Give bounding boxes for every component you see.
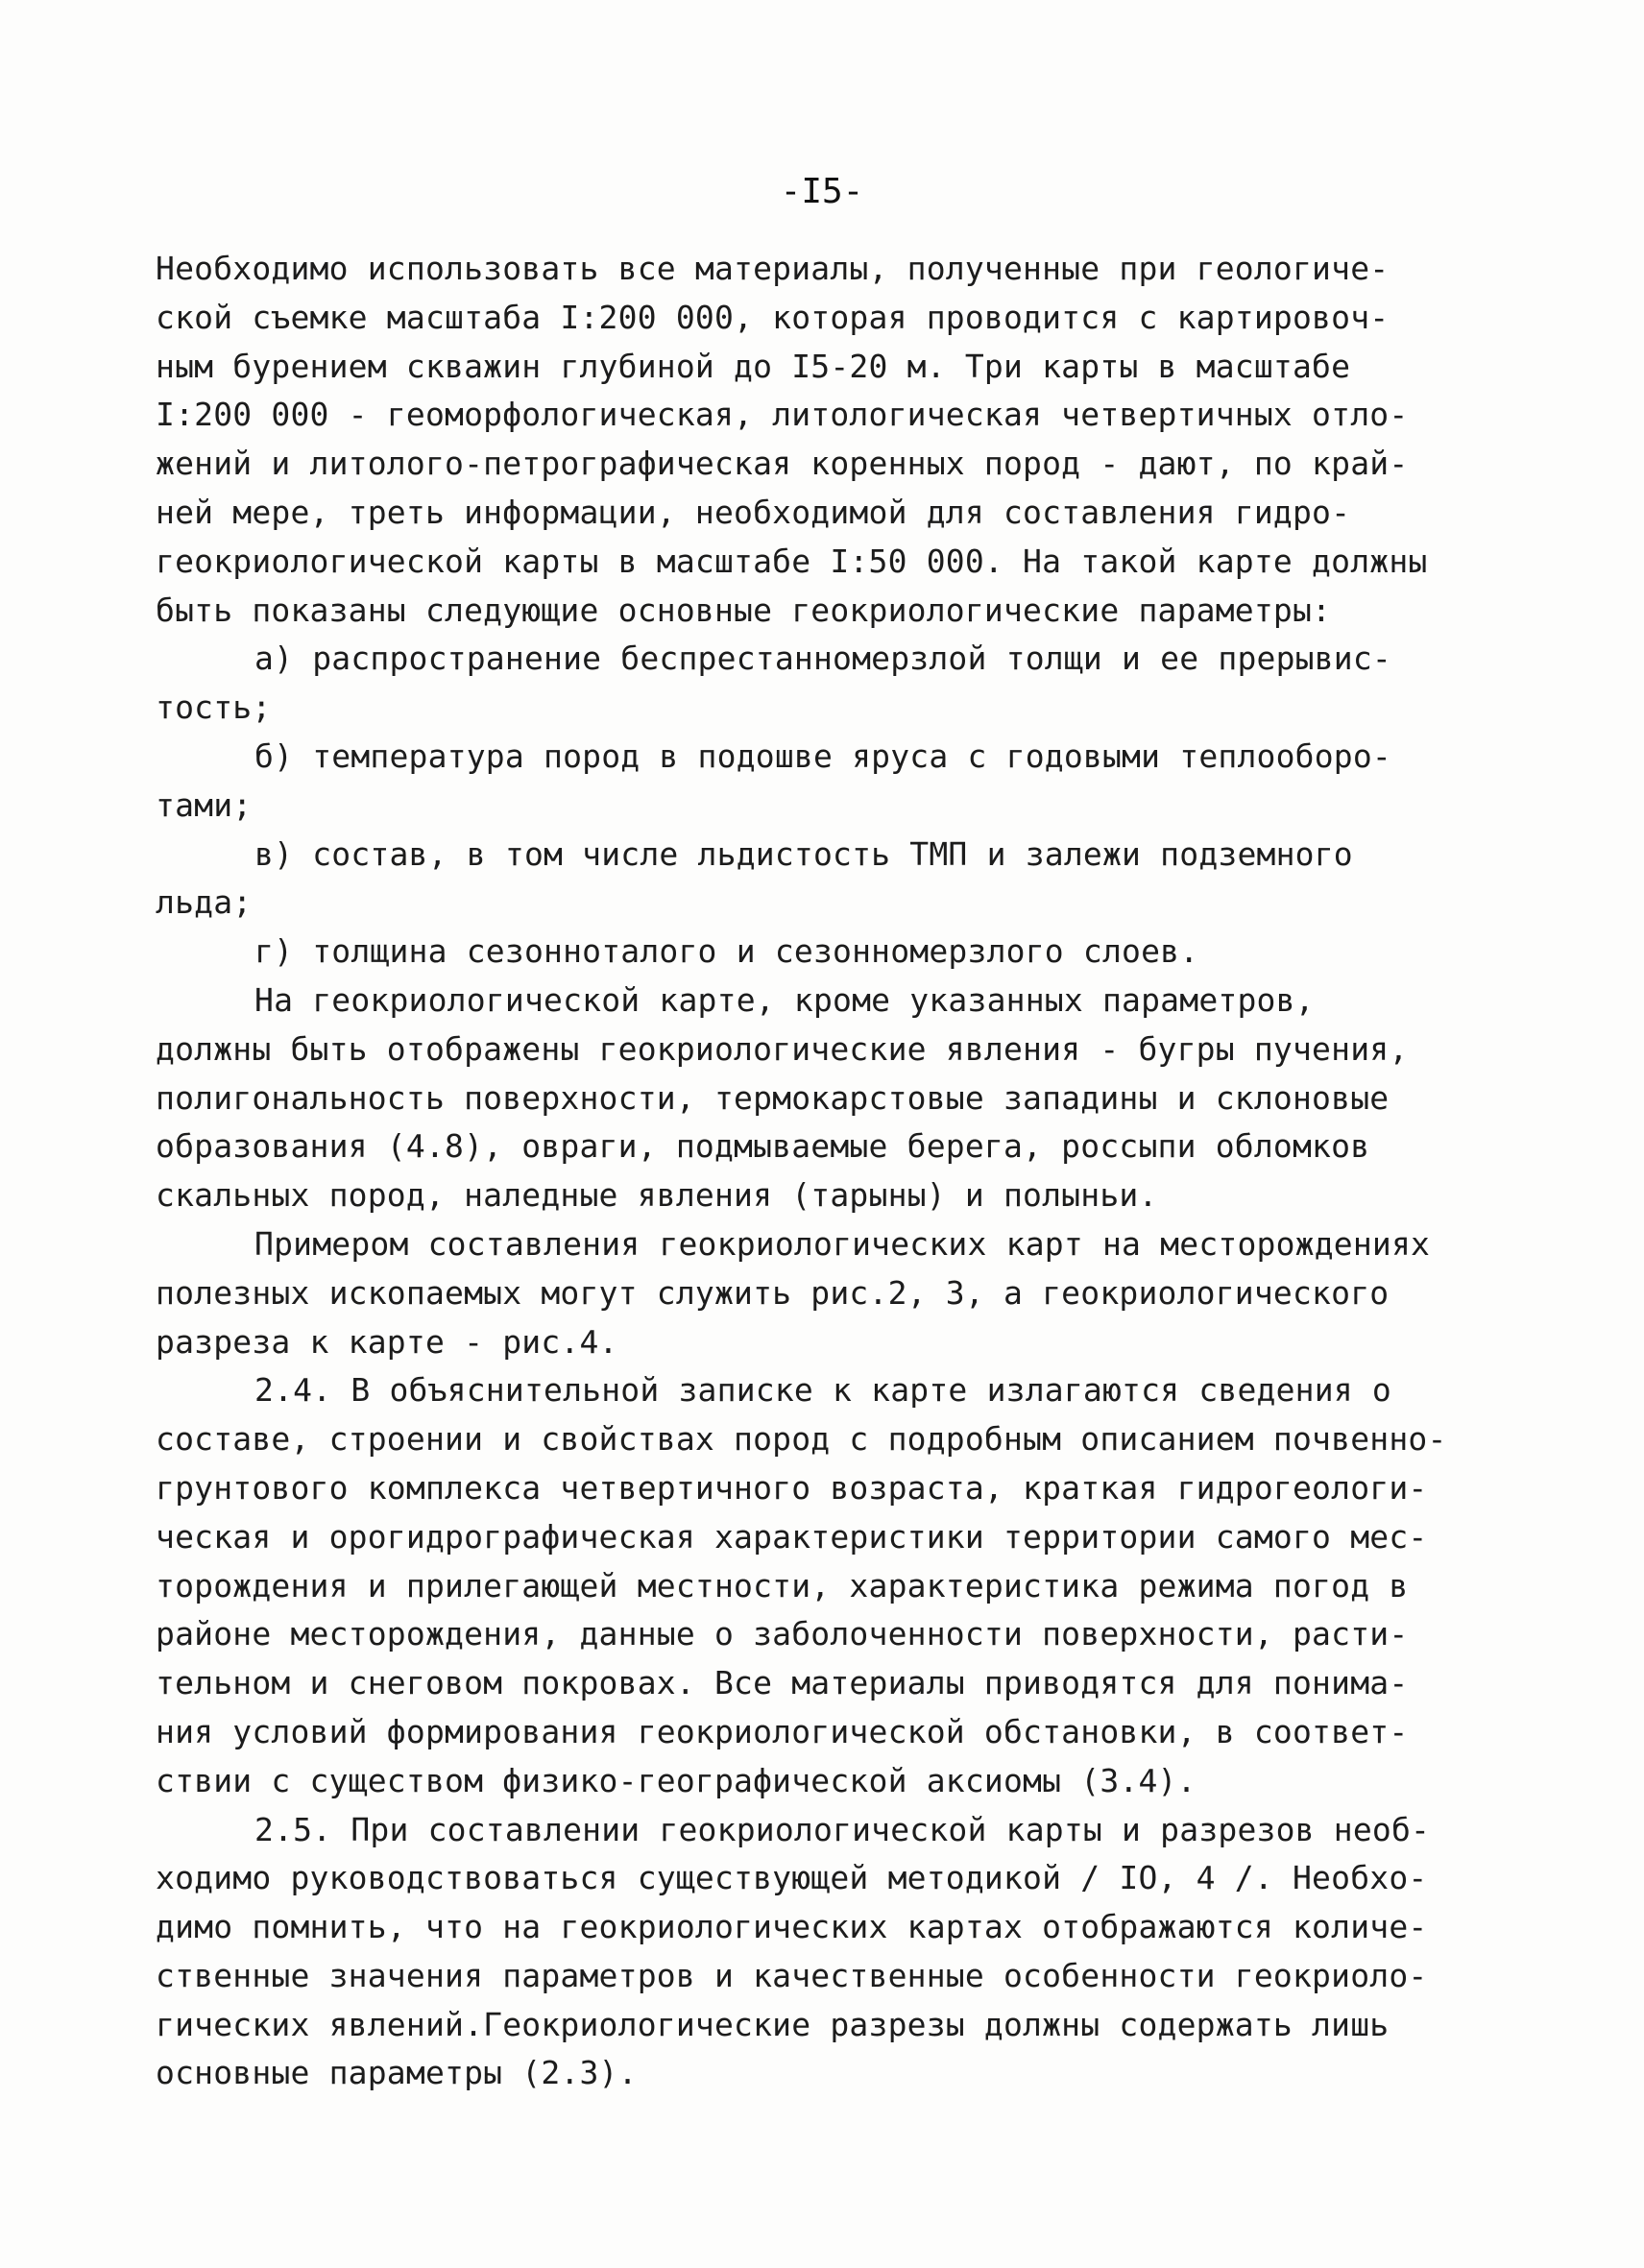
text-line: а) распространение беспрестанномерзлой толщи и ее прерывис- [254,639,1391,678]
text-line: 2.4. В объяснительной записке к карте излагаются сведения о [254,1371,1391,1410]
text-line: б) температура пород в подошве яруса с годовыми теплооборо- [254,736,1391,775]
text-line: ской съемке масштаба I:200 000, которая проводится с картировоч- [156,298,1390,336]
text-line: 2.5. При составлении геокриологической карты и разрезов необ- [254,1810,1431,1848]
text-line: основные параметры (2.3). [156,2054,638,2092]
text-line: тость; [156,688,272,727]
body-text [156,245,1500,2098]
text-line: полезных ископаемых могут служить рис.2, 3, а геокриологического [156,1273,1390,1312]
text-line: ствии с существом физико-географической аксиомы (3.4). [156,1761,1197,1799]
text-line: ния условий формирования геокриологической обстановки, в соответ- [156,1712,1409,1750]
text-line: ческая и орогидрографическая характеристики территории самого мес- [156,1517,1428,1556]
text-line: составе, строении и свойствах пород с подробным описанием почвенно- [156,1420,1447,1459]
text-line: геокриологической карты в масштабе I:50 000. На такой карте должны [156,542,1428,580]
text-line: образования (4.8), овраги, подмываемые берега, россыпи обломков [156,1127,1370,1166]
text-line: полигональность поверхности, термокарстовые западины и склоновые [156,1078,1390,1117]
text-line: тами; [156,785,253,824]
text-line: ходимо руководствоваться существующей методикой / IO, 4 /. Необхо- [156,1859,1428,1897]
text-line: разреза к карте - рис.4. [156,1322,618,1361]
text-line: На геокриологической карте, кроме указанных параметров, [254,980,1315,1019]
text-line: грунтового комплекса четвертичного возраста, краткая гидрогеологи- [156,1468,1428,1507]
text-line: димо помнить, что на геокриологических картах отображаются количе- [156,1908,1428,1946]
text-line: льда; [156,883,253,922]
text-line: быть показаны следующие основные геокриологические параметры: [156,591,1332,629]
text-line: ней мере, треть информации, необходимой для составления гидро- [156,493,1351,531]
text-line: г) толщина сезонноталого и сезонномерзлого слоев. [254,932,1199,971]
text-line: скальных пород, наледные явления (тарыны) и полыньи. [156,1176,1158,1215]
text-line: торождения и прилегающей местности, характеристика режима погод в [156,1566,1409,1604]
text-line: Необходимо использовать все материалы, полученные при геологиче- [156,250,1390,287]
text-line: ным бурением скважин глубиной до I5-20 м. Три карты в масштабе [156,347,1351,385]
text-line: Примером составления геокриологических карт на месторождениях [254,1224,1431,1263]
text-line: гических явлений.Геокриологические разрезы должны содержать лишь [156,2005,1390,2043]
text-line: должны быть отображены геокриологические явления - бугры пучения, [156,1029,1409,1068]
text-line: I:200 000 - геоморфологическая, литологическая четвертичных отло- [156,396,1409,434]
text-line: тельном и снеговом покровах. Все материалы приводятся для понима- [156,1664,1409,1702]
text-line: районе месторождения, данные о заболоченности поверхности, расти- [156,1615,1409,1653]
text-line: в) состав, в том числе льдистость ТМП и залежи подземного [254,834,1353,873]
text-line: ственные значения параметров и качественные особенности геокриоло- [156,1956,1428,1994]
page-number: -I5- [780,172,864,211]
text-line: жений и литолого-петрографическая коренных пород - дают, по край- [156,445,1409,483]
